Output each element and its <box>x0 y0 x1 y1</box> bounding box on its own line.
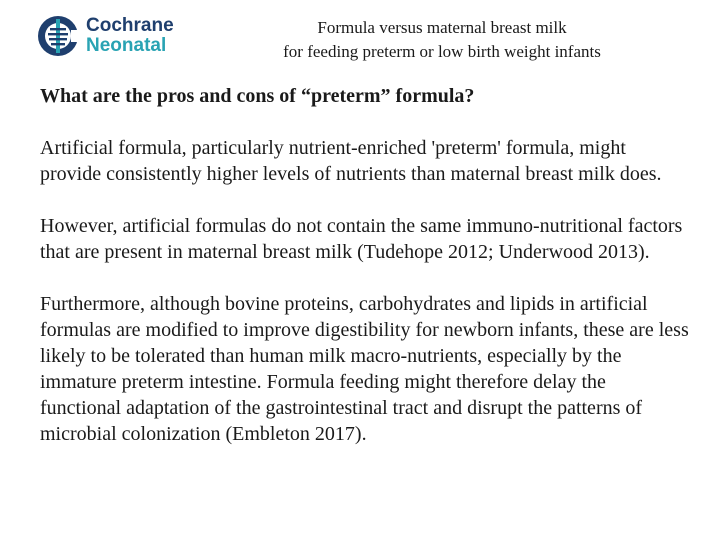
logo-line-neonatal: Neonatal <box>86 35 167 56</box>
slide-body <box>40 83 690 473</box>
slide-title <box>236 16 648 64</box>
cochrane-logo-icon <box>36 14 80 58</box>
question-heading: What are the pros and cons of “preterm” formula? <box>40 85 475 107</box>
paragraph-immuno-factors: However, artificial formulas do not contain the same immuno-nutritional factors that are present in maternal breast milk (Tudehope 2012; Underwood 2013). <box>40 215 683 263</box>
logo-wordmark <box>86 16 174 56</box>
slide-title-line-2: for feeding preterm or low birth weight infants <box>283 42 601 61</box>
paragraph-nutrients: Artificial formula, particularly nutrient-enriched 'preterm' formula, might provide consistently higher levels of nutrients than maternal breast milk does. <box>40 137 662 185</box>
logo-line-cochrane: Cochrane <box>86 15 174 36</box>
cochrane-neonatal-logo <box>36 14 174 58</box>
slide-title-line-1: Formula versus maternal breast milk <box>317 18 567 37</box>
paragraph-digestibility: Furthermore, although bovine proteins, carbohydrates and lipids in artificial formulas are modified to improve digestibility for newborn infants, these are less likely to be tolerated than human milk macro-nutrients, especially by the immature preterm intestine. Formula feeding might therefore delay the functional adaptation of the gastrointestinal tract and disrupt the patterns of microbial colonization (Embleton 2017). <box>40 293 689 445</box>
